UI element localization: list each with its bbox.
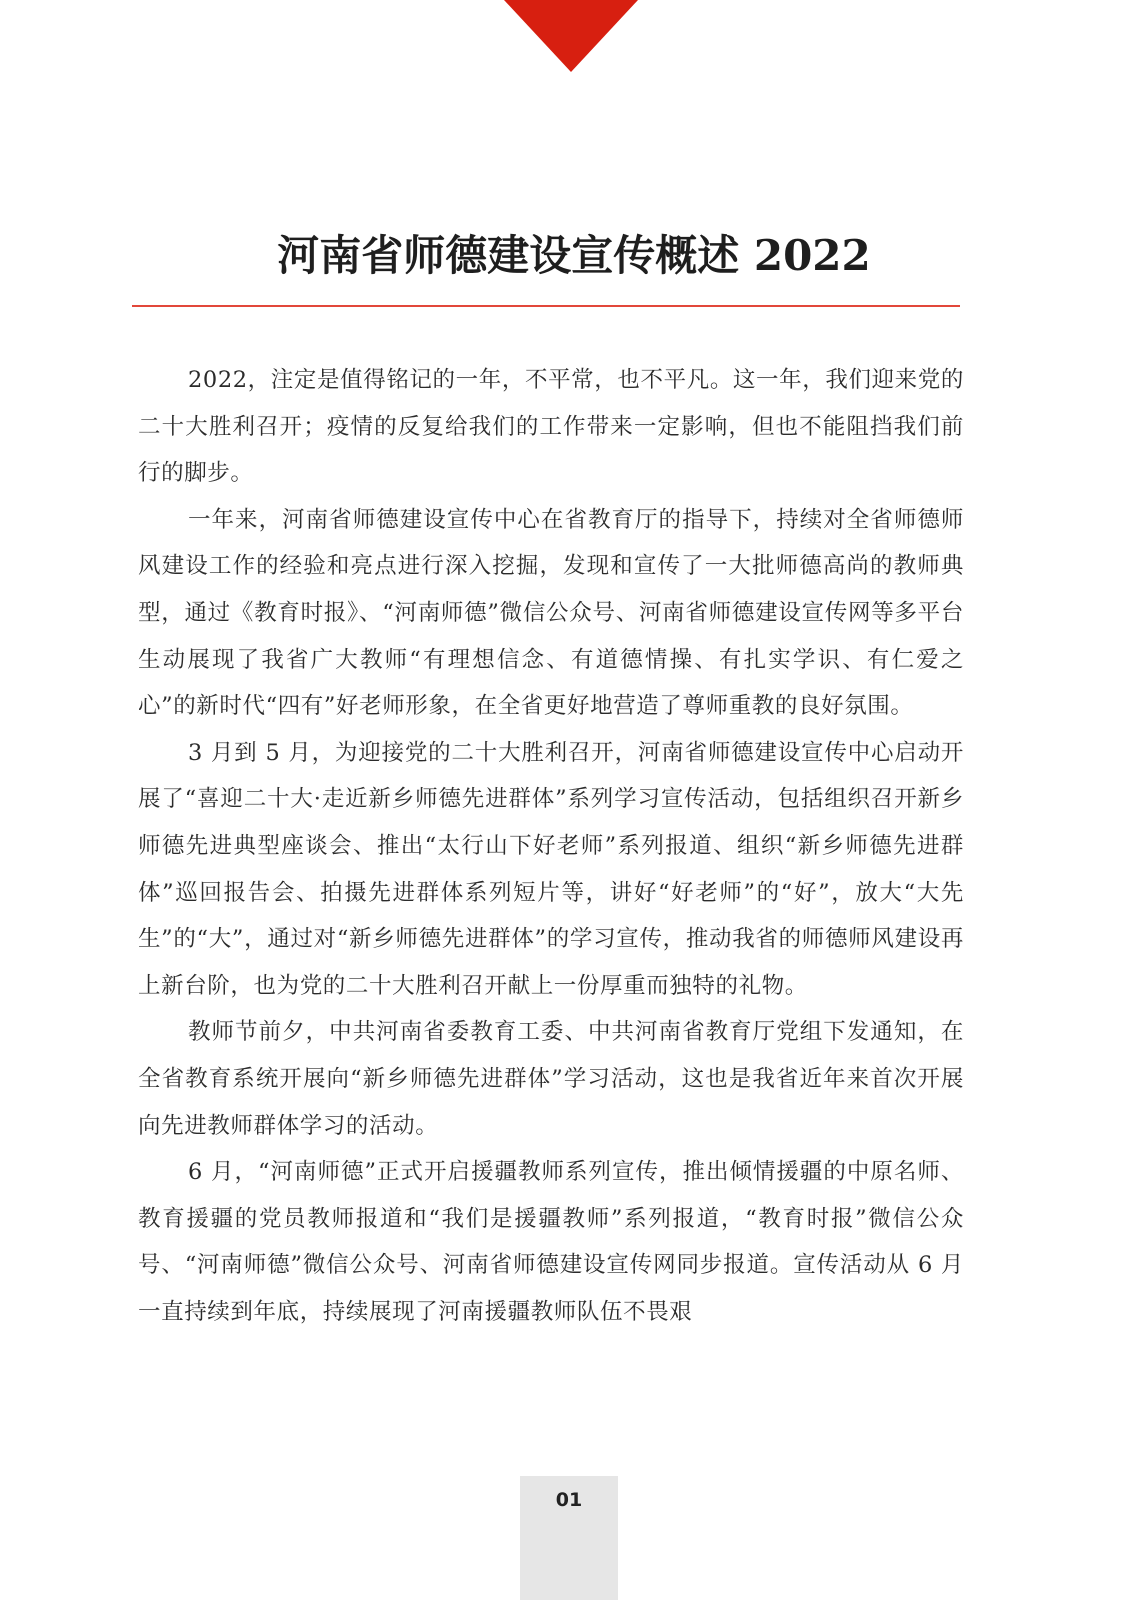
- paragraph-5: 6 月，“河南师德”正式开启援疆教师系列宣传，推出倾情援疆的中原名师、教育援疆的党员教师报道和“我们是援疆教师”系列报道，“教育时报”微信公众号、“河南师德”微信公众号、河南省师德建设宣传网同步报道。宣传活动从 6 月一直持续到年底，持续展现了河南援疆教师队伍不畏艰: [138, 1159, 964, 1325]
- document-body: [138, 357, 964, 1335]
- page-number: 01: [555, 1489, 583, 1511]
- document-title: 河南省师德建设宣传概述 2022: [277, 231, 871, 280]
- paragraph-4: 教师节前夕，中共河南省委教育工委、中共河南省教育厅党组下发通知，在全省教育系统开展向“新乡师德先进群体”学习活动，这也是我省近年来首次开展向先进教师群体学习的活动。: [138, 1019, 964, 1139]
- page-number-tab: [520, 1476, 618, 1600]
- paragraph-1: 2022，注定是值得铭记的一年，不平常，也不平凡。这一年，我们迎来党的二十大胜利召开；疫情的反复给我们的工作带来一定影响，但也不能阻挡我们前行的脚步。: [138, 367, 964, 487]
- paragraph-3: 3 月到 5 月，为迎接党的二十大胜利召开，河南省师德建设宣传中心启动开展了“喜迎二十大·走近新乡师德先进群体”系列学习宣传活动，包括组织召开新乡师德先进典型座谈会、推出“太行山下好老师”系列报道、组织“新乡师德先进群体”巡回报告会、拍摄先进群体系列短片等，讲好“好老师”的“好”，放大“大先生”的“大”，通过对“新乡师德先进群体”的学习宣传，推动我省的师德师风建设再上新台阶，也为党的二十大胜利召开献上一份厚重而独特的礼物。: [138, 739, 964, 999]
- title-divider: [132, 305, 960, 307]
- paragraph-2: 一年来，河南省师德建设宣传中心在省教育厅的指导下，持续对全省师德师风建设工作的经验和亮点进行深入挖掘，发现和宣传了一大批师德高尚的教师典型，通过《教育时报》、“河南师德”微信公众号、河南省师德建设宣传网等多平台生动展现了我省广大教师“有理想信念、有道德情操、有扎实学识、有仁爱之心”的新时代“四有”好老师形象，在全省更好地营造了尊师重教的良好氛围。: [138, 506, 964, 720]
- top-triangle-marker: [504, 0, 638, 72]
